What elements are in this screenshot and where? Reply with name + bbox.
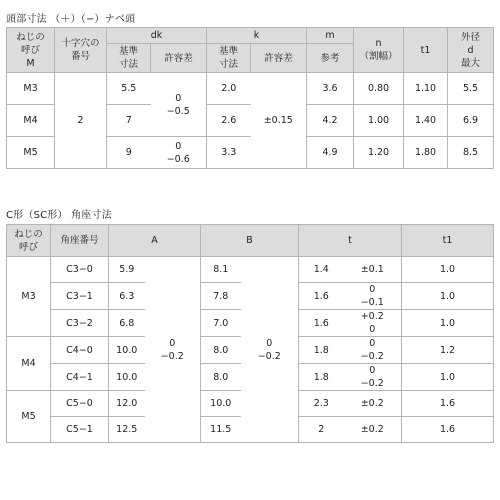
m-value: 3.6	[307, 73, 354, 105]
screw-size: M4	[7, 105, 55, 137]
seat-number: C5−1	[51, 417, 109, 443]
dk-tolerance	[151, 137, 207, 169]
header-dk-tolerance: 許容差	[151, 44, 207, 73]
t-tol-upper: +0.2	[360, 311, 384, 322]
t-value: 2.3	[299, 391, 344, 417]
header-n-text	[354, 37, 403, 63]
header-text-line: 寸法	[118, 59, 138, 70]
seat-number: C3−2	[51, 310, 109, 337]
screw-size: M5	[7, 137, 55, 169]
b-tol-lower: −0.2	[257, 350, 281, 362]
a-value: 10.0	[109, 337, 145, 364]
k-value: 2.0	[207, 73, 251, 105]
a-value: 6.8	[109, 310, 145, 337]
header-m: m	[307, 28, 354, 44]
header-dk-base-text	[107, 45, 150, 71]
seat-number: C5−0	[51, 391, 109, 417]
t-value: 1.6	[299, 310, 344, 337]
dk-value: 7	[107, 105, 151, 137]
t-tol-lower: −0.2	[360, 378, 384, 389]
b-value: 7.0	[201, 310, 241, 337]
t-tolerance	[344, 257, 402, 283]
pan-head-dimensions-title: 頭部寸法 （＋）（−）ナベ頭	[6, 14, 136, 25]
a-tol-lower: −0.2	[160, 350, 184, 362]
header-text-line: n	[375, 38, 382, 49]
b-tol-upper: 0	[266, 337, 273, 349]
n-value: 1.00	[354, 105, 404, 137]
seat-number: C3−0	[51, 257, 109, 283]
screw-size: M5	[7, 391, 51, 443]
outer-diameter-value: 6.9	[448, 105, 494, 137]
dk-tol-upper: 0	[175, 140, 182, 152]
t1-value: 1.0	[402, 310, 494, 337]
dk-value: 9	[107, 137, 151, 169]
header-text-line: 十字穴の	[61, 38, 100, 49]
t-tolerance	[344, 283, 402, 310]
t1-value: 1.2	[402, 337, 494, 364]
dk-tol-lower: −0.5	[166, 105, 190, 117]
n-value: 0.80	[354, 73, 404, 105]
b-value: 8.0	[201, 364, 241, 391]
t-tol-upper: 0	[369, 338, 376, 349]
a-value: 12.5	[109, 417, 145, 443]
header-outer-diameter-text	[448, 31, 493, 70]
table-row	[7, 257, 494, 283]
b-value: 11.5	[201, 417, 241, 443]
seat-number: C4−1	[51, 364, 109, 391]
t1-value: 1.6	[402, 391, 494, 417]
header-seat-number: 角座番号	[51, 225, 109, 257]
k-tolerance: ±0.15	[251, 73, 307, 169]
seat-number: C4−0	[51, 337, 109, 364]
header-text-line: 番号	[70, 51, 90, 62]
header-text-line: 呼び	[18, 241, 38, 253]
t-tol: ±0.1	[360, 264, 384, 275]
a-value: 6.3	[109, 283, 145, 310]
header-text-line: 呼び	[20, 44, 40, 56]
t-value: 2	[299, 417, 344, 443]
t1-value: 1.0	[402, 257, 494, 283]
k-value: 2.6	[207, 105, 251, 137]
header-text-line: 寸法	[219, 59, 239, 70]
header-screw-size-text	[7, 228, 50, 254]
header-dk-base	[107, 44, 151, 73]
t-value: 1.8	[299, 337, 344, 364]
screw-size: M3	[7, 73, 55, 105]
header-k-base-text	[207, 45, 250, 71]
outer-diameter-value: 8.5	[448, 137, 494, 169]
t-tol-lower: 0	[369, 324, 376, 335]
header-dk: dk	[107, 28, 207, 44]
header-t1: t1	[404, 28, 448, 73]
header-text-line: 外径	[461, 31, 481, 43]
t1-value: 1.10	[404, 73, 448, 105]
t-tol: ±0.2	[360, 398, 384, 409]
t-tol: ±0.2	[360, 424, 384, 435]
square-seat-dimensions-title: C形（SC形） 角座寸法	[6, 210, 112, 221]
a-value: 5.9	[109, 257, 145, 283]
dk-tol-upper: 0	[175, 92, 182, 104]
header-n	[354, 28, 404, 73]
header-m-reference: 参考	[307, 44, 354, 73]
t1-value: 1.0	[402, 283, 494, 310]
t-tol-lower: −0.2	[360, 351, 384, 362]
t-tolerance	[344, 417, 402, 443]
t-tol-lower: −0.1	[360, 297, 384, 308]
pan-head-dimensions-table	[6, 27, 494, 169]
screw-size: M3	[7, 257, 51, 337]
n-value: 1.20	[354, 137, 404, 169]
outer-diameter-value: 5.5	[448, 73, 494, 105]
t1-value: 1.6	[402, 417, 494, 443]
dk-tol-lower: −0.6	[166, 153, 190, 165]
header-k-base	[207, 44, 251, 73]
header-cross-recess	[55, 28, 107, 73]
header-screw-size	[7, 28, 55, 73]
header-k: k	[207, 28, 307, 44]
table-row	[7, 73, 494, 105]
header-text-line: ねじの	[16, 31, 45, 43]
b-value: 8.1	[201, 257, 241, 283]
square-seat-dimensions-table	[6, 224, 494, 443]
header-outer-diameter	[448, 28, 494, 73]
header-text-line: M	[26, 57, 35, 69]
header-text-line: 基準	[219, 46, 239, 57]
t-tolerance	[344, 310, 402, 337]
b-value: 7.8	[201, 283, 241, 310]
t-value: 1.6	[299, 283, 344, 310]
b-value: 8.0	[201, 337, 241, 364]
dk-value: 5.5	[107, 73, 151, 105]
t-tolerance	[344, 391, 402, 417]
cross-recess-number: 2	[55, 73, 107, 169]
header-text-line: 基準	[118, 46, 138, 57]
t-value: 1.8	[299, 364, 344, 391]
header-t1: t1	[402, 225, 494, 257]
a-tolerance	[145, 257, 201, 443]
t-tol-upper: 0	[369, 365, 376, 376]
header-screw-size	[7, 225, 51, 257]
header-t: t	[299, 225, 402, 257]
t1-value: 1.0	[402, 364, 494, 391]
b-value: 10.0	[201, 391, 241, 417]
k-value: 3.3	[207, 137, 251, 169]
a-value: 12.0	[109, 391, 145, 417]
header-b: B	[201, 225, 299, 257]
m-value: 4.2	[307, 105, 354, 137]
header-k-tolerance: 許容差	[251, 44, 307, 73]
t-tolerance	[344, 364, 402, 391]
screw-size: M4	[7, 337, 51, 391]
b-tolerance	[241, 257, 299, 443]
t1-value: 1.80	[404, 137, 448, 169]
t-tol-upper: 0	[369, 284, 376, 295]
t-tolerance	[344, 337, 402, 364]
header-a: A	[109, 225, 201, 257]
seat-number: C3−1	[51, 283, 109, 310]
header-text-line: d	[467, 44, 474, 56]
t-value: 1.4	[299, 257, 344, 283]
a-tol-upper: 0	[169, 337, 176, 349]
m-value: 4.9	[307, 137, 354, 169]
t1-value: 1.40	[404, 105, 448, 137]
header-cross-recess-text	[55, 37, 106, 63]
header-text-line: ねじの	[14, 228, 43, 240]
dk-tolerance	[151, 73, 207, 137]
header-text-line: 最大	[461, 57, 481, 69]
a-value: 10.0	[109, 364, 145, 391]
header-screw-size-text	[7, 31, 54, 70]
header-text-line: （割幅）	[359, 51, 398, 62]
